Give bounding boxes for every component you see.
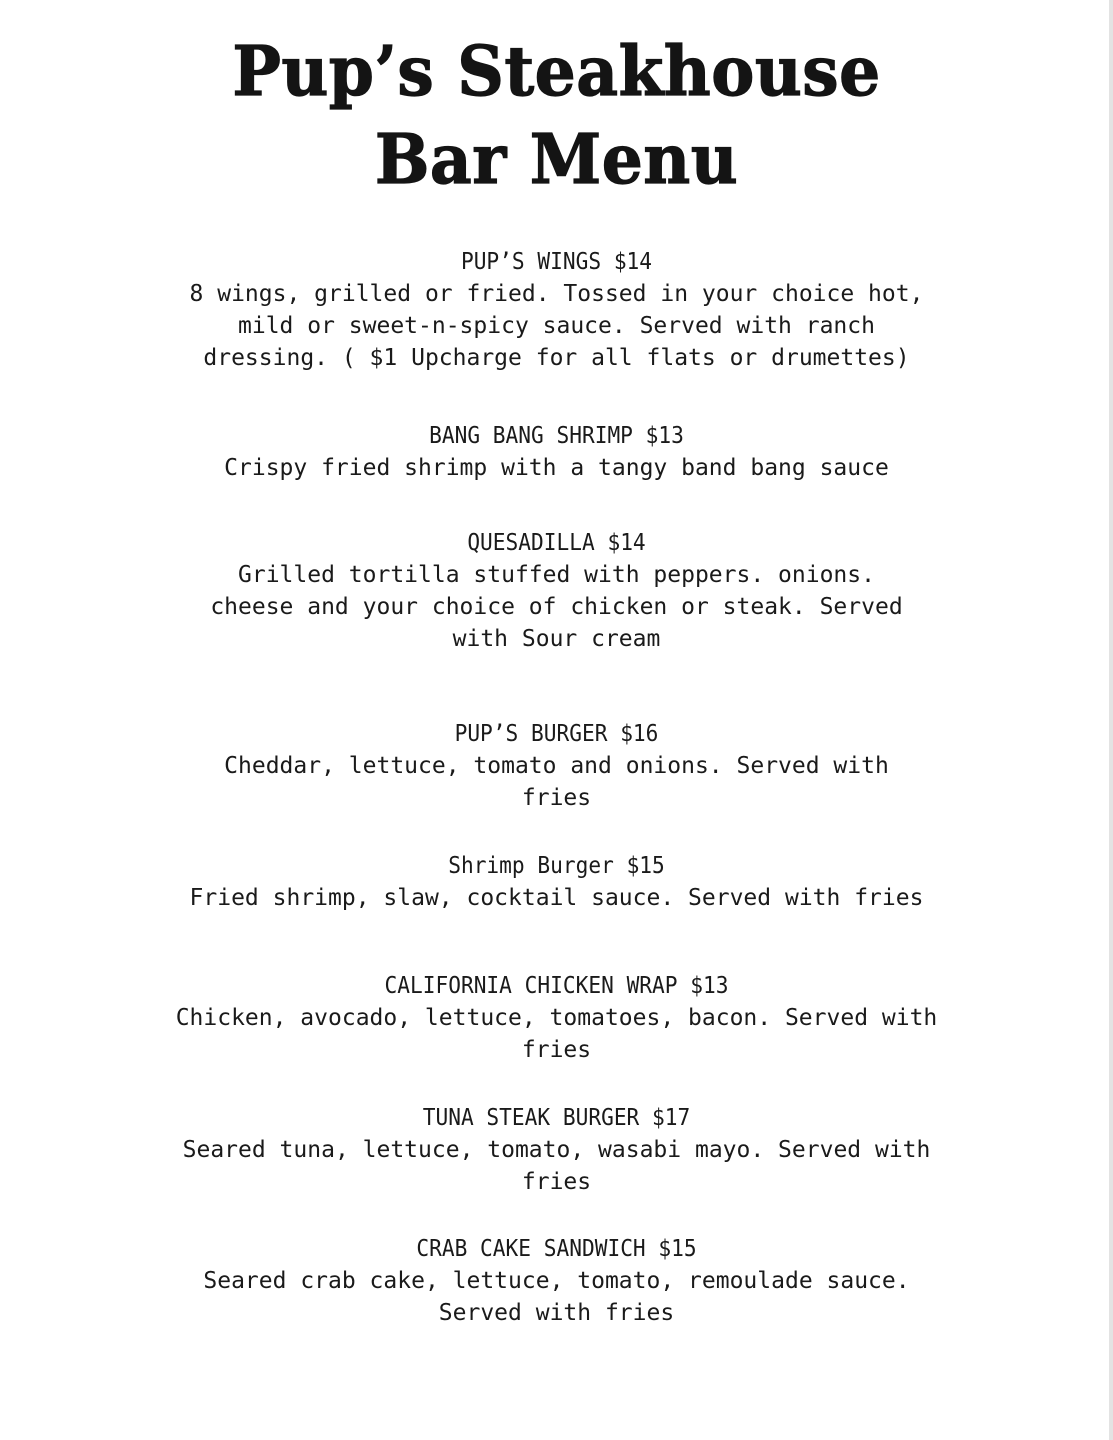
page-edge (1109, 0, 1113, 1440)
description-line: Seared crab cake, lettuce, tomato, remoulade sauce. (203, 1268, 910, 1294)
menu-item-description (0, 882, 1113, 914)
menu-item-description (0, 559, 1113, 655)
menu-item-crab-cake-sandwich (0, 1233, 1113, 1329)
menu-subtitle: Bar Menu (374, 120, 739, 200)
description-line: with Sour cream (452, 626, 661, 652)
description-line: mild or sweet-n-spicy sauce. Served with ranch (238, 313, 875, 339)
menu-item-description (0, 1134, 1113, 1198)
menu-item-name: BANG BANG SHRIMP $13 (429, 423, 684, 449)
menu-item-name: PUP’S WINGS $14 (460, 249, 653, 275)
menu-item-wings (0, 246, 1113, 374)
menu-item-name: Shrimp Burger $15 (448, 853, 665, 879)
description-line: Grilled tortilla stuffed with peppers. onions. (238, 562, 875, 588)
menu-item-name: PUP’S BURGER $16 (454, 721, 659, 747)
menu-title: Pup’s Steakhouse (232, 32, 881, 112)
menu-item-description (0, 1002, 1113, 1066)
menu-item-description (0, 1265, 1113, 1329)
menu-item-description (0, 278, 1113, 374)
description-line: Cheddar, lettuce, tomato and onions. Served with (224, 753, 889, 779)
description-line: cheese and your choice of chicken or steak. Served (210, 594, 903, 620)
menu-item-description (0, 452, 1113, 484)
menu-item-name: CRAB CAKE SANDWICH $15 (416, 1236, 697, 1262)
description-line: Seared tuna, lettuce, tomato, wasabi mayo. Served with (182, 1137, 931, 1163)
description-line: Crispy fried shrimp with a tangy band bang sauce (224, 455, 889, 481)
description-line: fries (521, 785, 592, 811)
description-line: Served with fries (438, 1300, 675, 1326)
description-line: dressing. ( $1 Upcharge for all flats or drumettes) (203, 345, 910, 371)
description-line: 8 wings, grilled or fried. Tossed in your choice hot, (189, 281, 924, 307)
menu-item-name: CALIFORNIA CHICKEN WRAP $13 (384, 973, 729, 999)
menu-item-quesadilla (0, 527, 1113, 655)
menu-item-tuna-steak-burger (0, 1102, 1113, 1198)
description-line: fries (521, 1037, 592, 1063)
menu-item-shrimp-burger (0, 850, 1113, 914)
description-line: Chicken, avocado, lettuce, tomatoes, bacon. Served with (175, 1005, 938, 1031)
description-line: Fried shrimp, slaw, cocktail sauce. Served with fries (189, 885, 924, 911)
menu-item-name: TUNA STEAK BURGER $17 (422, 1105, 691, 1131)
menu-item-name: QUESADILLA $14 (467, 530, 646, 556)
menu-item-bang-bang-shrimp (0, 420, 1113, 484)
menu-item-california-chicken-wrap (0, 970, 1113, 1066)
description-line: fries (521, 1169, 592, 1195)
menu-item-pups-burger (0, 718, 1113, 814)
menu-item-description (0, 750, 1113, 814)
